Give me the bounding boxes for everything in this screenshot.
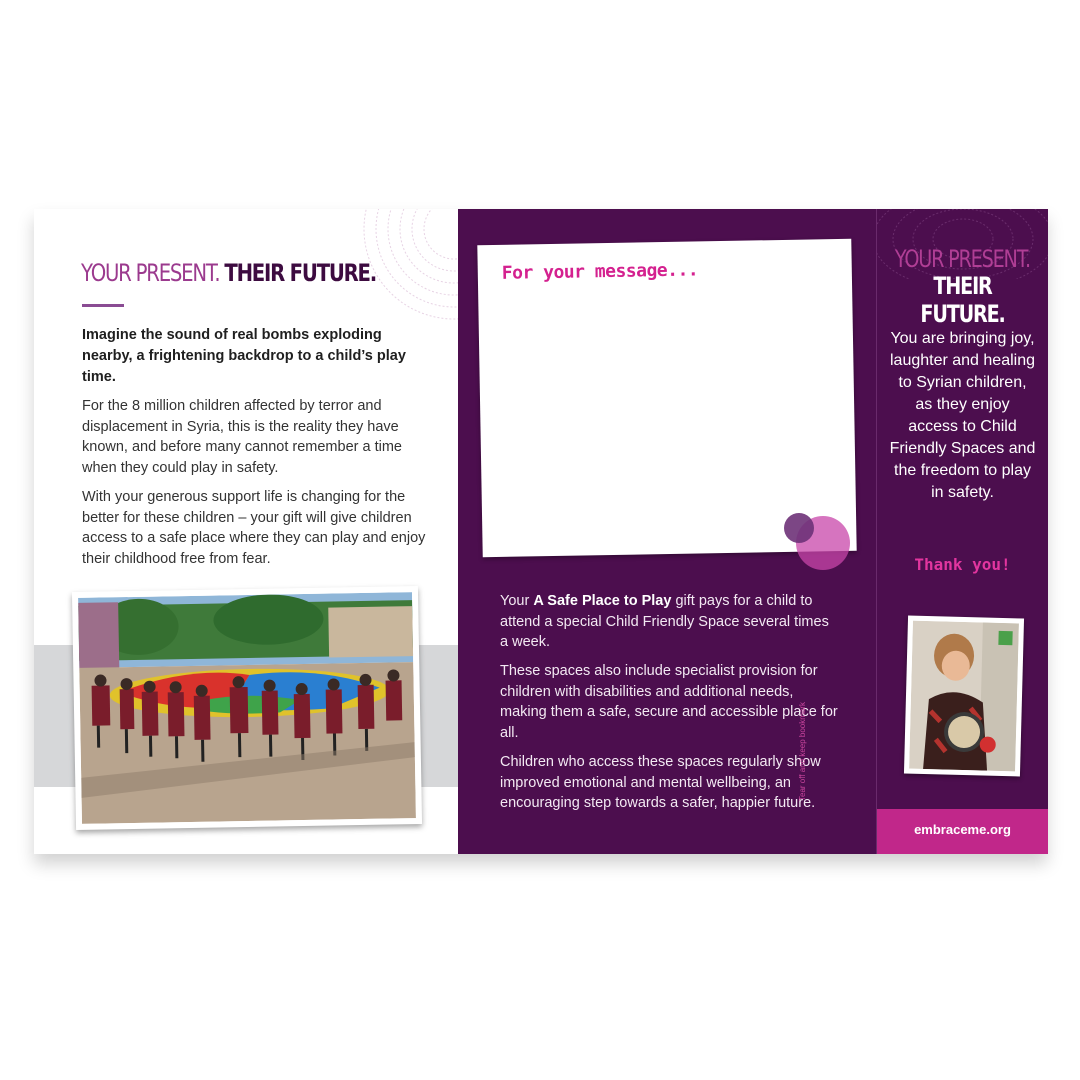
gift-card-spread xyxy=(34,209,1047,854)
bookmark-tagline-1 xyxy=(877,245,1048,273)
bookmark-tagline-2 xyxy=(877,272,1048,328)
bookmark-tagline-1-text: YOUR PRESENT. xyxy=(895,245,1030,273)
message-prompt: For your message... xyxy=(501,259,699,284)
tagline-part-2: THEIR FUTURE. xyxy=(224,259,376,287)
paragraph-spaces: These spaces also include specialist provision for children with disabilities and additional needs, making them a safe, secure and accessible place for all. xyxy=(500,663,838,741)
gift-name: A Safe Place to Play xyxy=(533,593,672,609)
tagline xyxy=(81,259,376,287)
bookmark-tagline-2-text: THEIR FUTURE. xyxy=(920,272,1005,328)
paragraph-2: With your generous support life is changing for the better for these children – your gift will give children access to a safe place where they can play and enjoy their childhood free from fear. xyxy=(82,489,426,567)
playground-photo xyxy=(72,586,422,830)
website-url[interactable]: embraceme.org xyxy=(914,822,1011,837)
thank-you: Thank you! xyxy=(914,555,1011,574)
child-drum-photo xyxy=(904,616,1024,777)
gift-rest-text: gift pays for a child to attend a special Child Friendly Space several times a week. xyxy=(500,593,829,650)
message-card[interactable] xyxy=(477,239,856,557)
intro-text: Imagine the sound of real bombs exploding nearby, a frightening backdrop to a child’s play time. xyxy=(82,327,406,385)
child-drum-image xyxy=(909,621,1019,772)
paragraph-wellbeing: Children who access these spaces regularly show improved emotional and mental wellbeing, an encouraging step towards a safer, happier future. xyxy=(500,754,821,811)
gift-lead-text: Your xyxy=(500,593,534,609)
left-panel xyxy=(34,209,458,854)
bookmark-body: You are bringing joy, laughter and healing to Syrian children, as they enjoy access to Child Friendly Spaces and the freedom to play in safety. xyxy=(889,330,1036,501)
decorative-circle-small xyxy=(784,513,814,543)
website-bar xyxy=(877,809,1048,854)
middle-panel xyxy=(458,209,876,854)
bookmark-panel xyxy=(876,209,1048,854)
children-parachute-image xyxy=(78,592,416,824)
bookmark-note: Tear off and keep bookmark xyxy=(798,701,807,801)
gift-description xyxy=(500,591,840,653)
paragraph-1: For the 8 million children affected by terror and displacement in Syria, this is the reality they have known, and before many cannot remember a time when they could play in safety. xyxy=(82,398,402,476)
title-underline xyxy=(82,304,124,307)
tagline-part-1: YOUR PRESENT. xyxy=(81,259,225,287)
